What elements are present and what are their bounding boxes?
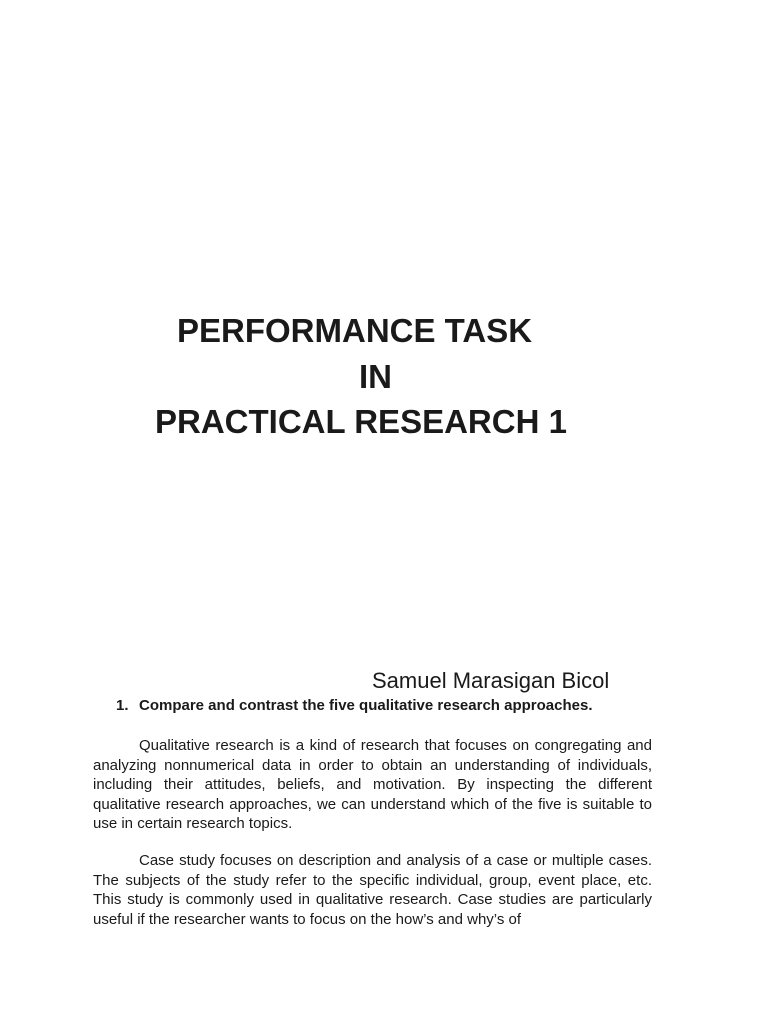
question-text: Compare and contrast the five qualitative research approaches.: [139, 697, 593, 714]
paragraph-case-study: Case study focuses on description and analysis of a case or multiple cases. The subjects of the study refer to the specific individual, group, event place, etc. This study is commonly used in qualitative research. Case studies are particularly useful if the researcher wants to focus on the how’s and why’s of: [93, 852, 652, 928]
title-line-1: PERFORMANCE TASK: [177, 312, 533, 349]
paragraph-intro: Qualitative research is a kind of research that focuses on congregating and analyzing nonnumerical data in order to obtain an understanding of individuals, including their attitudes, beliefs, and motivation. By inspecting the different qualitative research approaches, we can understand which of the five is suitable to use in certain research topics.: [93, 737, 652, 832]
question-item: [116, 697, 656, 715]
title-line-3: PRACTICAL RESEARCH 1: [155, 403, 567, 440]
title-line-2: IN: [359, 358, 392, 395]
author-name: Samuel Marasigan Bicol: [372, 668, 610, 693]
question-number: 1.: [116, 697, 129, 714]
